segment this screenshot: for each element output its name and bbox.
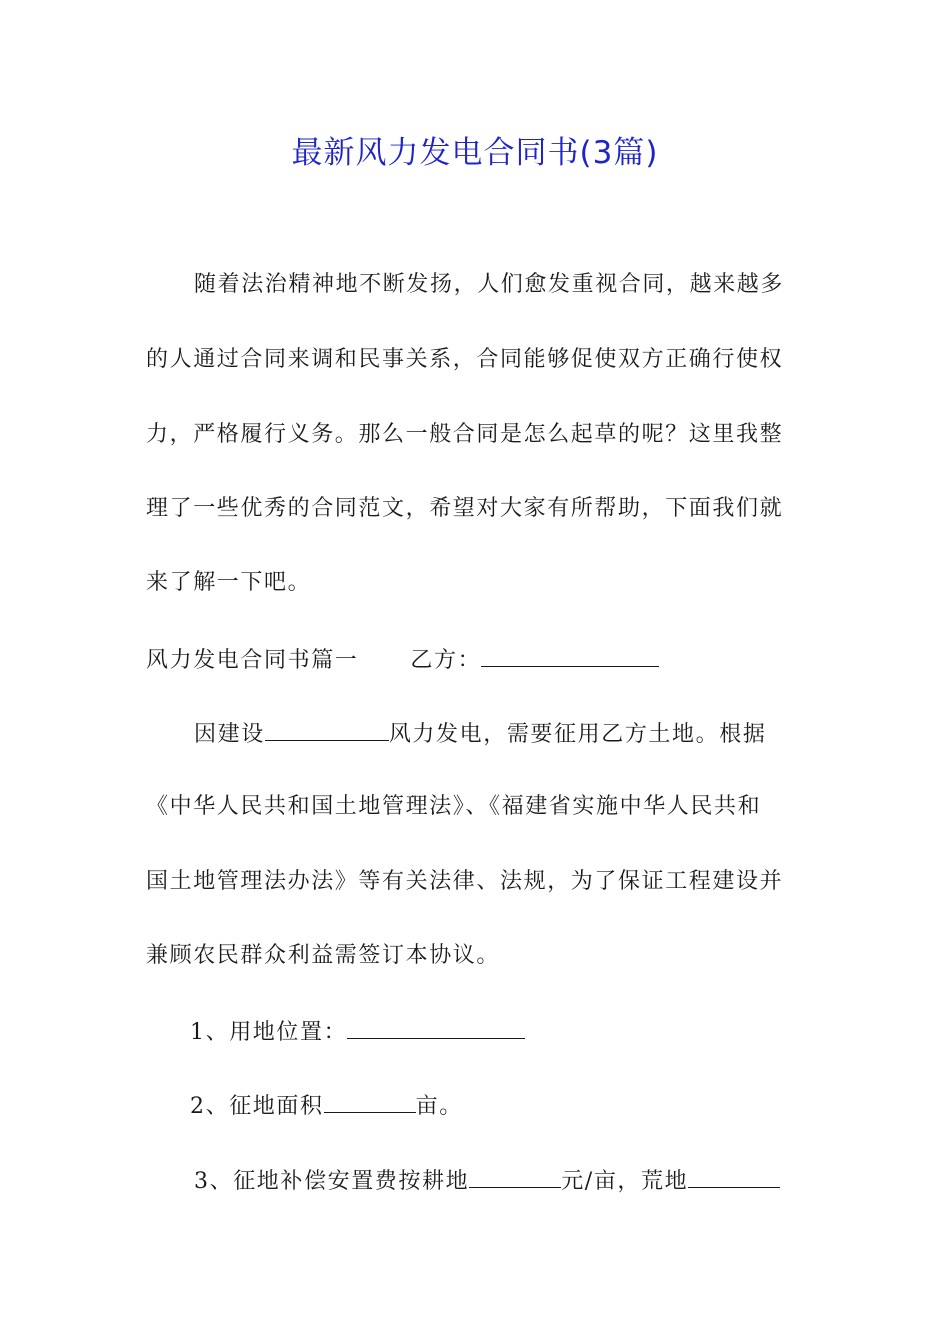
body-line-2: 《中华人民共和国土地管理法》、《福建省实施中华人民共和 [146,794,762,819]
project-name-blank [265,718,389,741]
item-3-label: 3、征地补偿安置费按耕地 [194,1169,470,1194]
item-2 [190,1090,463,1122]
intro-line-3: 力，严格履行义务。那么一般合同是怎么起草的呢？这里我整 [146,422,784,447]
party-b-blank [481,644,659,667]
item-1 [190,1016,525,1048]
body-line-3: 国土地管理法办法》等有关法律、法规，为了保证工程建设并 [146,869,784,894]
body-line-1-suffix: 风力发电，需要征用乙方土地。根据 [388,722,767,747]
item-3-mid: 元/亩，荒地 [561,1169,689,1194]
land-area-blank [324,1090,416,1113]
intro-line-4: 理了一些优秀的合同范文，希望对大家有所帮助，下面我们就 [146,496,784,521]
document-title: 最新风力发电合同书(3篇) [291,135,659,171]
item-1-label: 1、用地位置： [190,1020,348,1045]
body-line-4: 兼顾农民群众利益需签订本协议。 [146,943,501,968]
intro-line-1: 随着法治精神地不断发扬，人们愈发重视合同，越来越多 [194,272,785,297]
section-heading: 风力发电合同书篇一 [146,648,359,673]
intro-line-2: 的人通过合同来调和民事关系，合同能够促使双方正确行使权 [146,347,784,372]
section-heading-row [146,644,659,676]
wasteland-rate-blank [688,1165,780,1188]
land-location-blank [347,1016,525,1039]
item-2-label: 2、征地面积 [190,1094,324,1119]
body-line-1 [194,718,766,750]
farmland-rate-blank [469,1165,561,1188]
item-2-unit: 亩。 [415,1094,463,1119]
item-3 [194,1165,780,1197]
intro-line-5: 来了解一下吧。 [146,570,312,595]
party-b-label: 乙方： [410,648,482,673]
body-line-1-prefix: 因建设 [194,722,265,747]
